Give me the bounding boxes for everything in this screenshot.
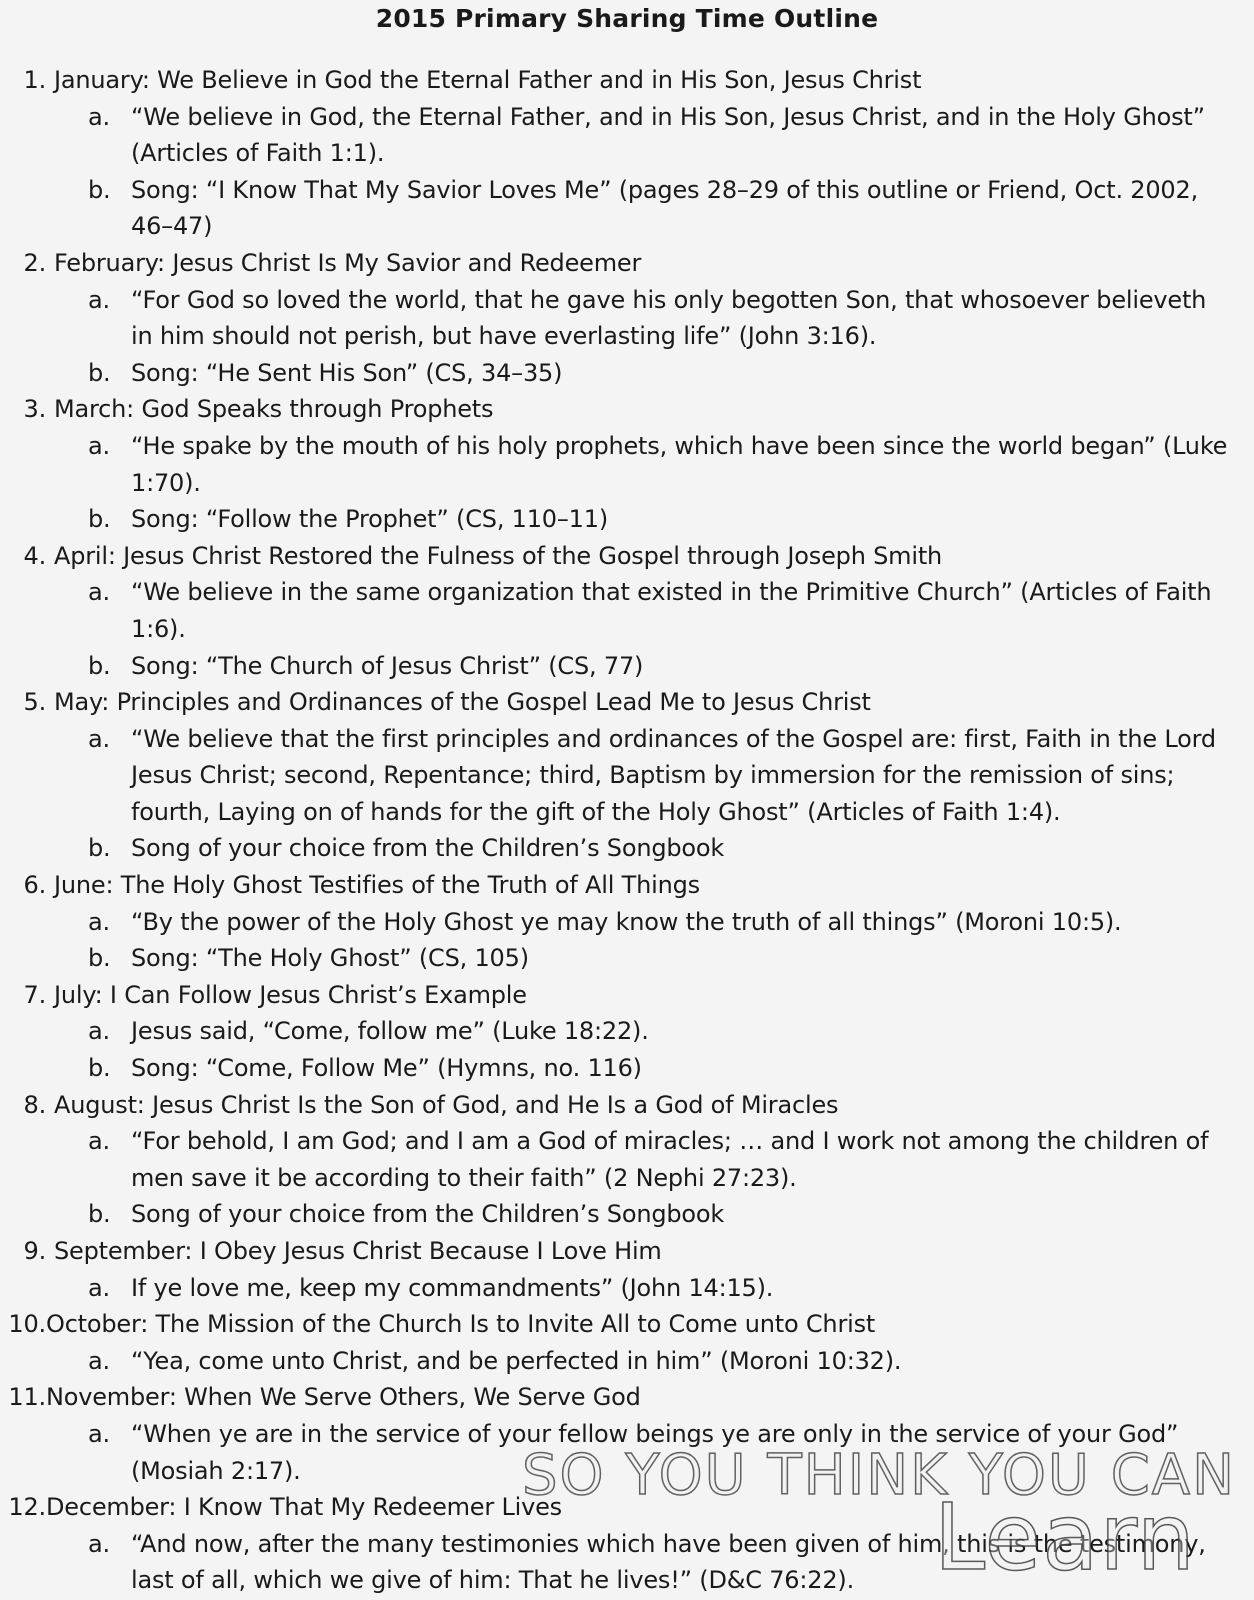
outline-heading-text: September: I Obey Jesus Christ Because I Love Him: [54, 1237, 662, 1265]
subitem-letter: a.: [88, 1419, 110, 1448]
subitem-letter: a.: [88, 1273, 110, 1302]
outline-subitem: [0, 1013, 1254, 1050]
outline-heading-text: June: The Holy Ghost Testifies of the Truth of All Things: [54, 871, 700, 900]
page-title: 2015 Primary Sharing Time Outline: [375, 4, 879, 33]
outline-heading: [0, 538, 1254, 575]
outline-subitem: [0, 99, 1254, 172]
outline-item: [0, 538, 1254, 684]
subitem-letter: b.: [88, 1200, 111, 1229]
outline-heading: [0, 1087, 1254, 1124]
outline-item: [0, 1306, 1254, 1379]
outline-heading: [0, 684, 1254, 721]
outline-heading: [0, 391, 1254, 428]
subitem-letter: b.: [88, 834, 111, 863]
outline-item: [0, 391, 1254, 537]
outline-heading-text: August: Jesus Christ Is the Son of God, and He Is a God of Miracles: [54, 1090, 839, 1119]
subitem-text: Song: “The Church of Jesus Christ” (CS, 77): [131, 651, 644, 680]
subitem-text: “And now, after the many testimonies which have been given of him, this is the testimony, last of all, which we give of him: That he lives!” (D&C 76:22).: [131, 1529, 1206, 1595]
subitem-letter: a.: [88, 1529, 110, 1558]
outline-number: 5.: [23, 688, 46, 717]
outline-number: 7.: [23, 980, 46, 1009]
subitem-text: Song of your choice from the Children’s Songbook: [131, 834, 725, 863]
subitem-letter: a.: [88, 907, 110, 936]
outline-number: 6.: [23, 871, 46, 900]
subitem-text: Song: “Follow the Prophet” (CS, 110–11): [131, 505, 608, 534]
outline-number: 1.: [23, 66, 46, 94]
outline-heading: [0, 1233, 1254, 1270]
outline-subitem: [0, 428, 1254, 501]
outline-number: 10.: [8, 1310, 46, 1339]
outline-subitem: [0, 172, 1254, 245]
subitem-letter: a.: [88, 724, 110, 753]
subitem-text: “We believe in God, the Eternal Father, and in His Son, Jesus Christ, and in the Holy Ghost” (Articles of Faith 1:1).: [131, 102, 1205, 168]
outline-heading-text: May: Principles and Ordinances of the Gospel Lead Me to Jesus Christ: [54, 688, 871, 717]
outline-heading-text: July: I Can Follow Jesus Christ’s Example: [54, 980, 527, 1009]
outline-heading-text: December: I Know That My Redeemer Lives: [46, 1493, 562, 1522]
subitem-text: “For God so loved the world, that he gave his only begotten Son, that whosoever believeth in him should not perish, but have everlasting life” (John 3:16).: [131, 285, 1207, 351]
outline-number: 2.: [23, 248, 46, 277]
outline-heading-text: February: Jesus Christ Is My Savior and Redeemer: [54, 248, 642, 277]
watermark-line-1: SO YOU THINK YOU CAN: [522, 1443, 1236, 1508]
subitem-text: Song: “Come, Follow Me” (Hymns, no. 116): [131, 1054, 642, 1083]
outline-subitem: [0, 574, 1254, 647]
subitem-text: Song: “The Holy Ghost” (CS, 105): [131, 944, 529, 973]
outline-subitem: [0, 940, 1254, 977]
subitem-letter: a.: [88, 1127, 110, 1156]
subitem-letter: b.: [88, 651, 111, 680]
outline-number: 3.: [23, 395, 46, 424]
outline-item: [0, 1233, 1254, 1306]
subitem-letter: a.: [88, 102, 110, 131]
outline-item: [0, 867, 1254, 977]
subitem-letter: a.: [88, 1017, 110, 1046]
subitem-letter: a.: [88, 578, 110, 607]
outline-number: 4.: [23, 541, 46, 570]
subitem-text: Song: “I Know That My Savior Loves Me” (pages 28–29 of this outline or Friend, Oct. 2002, 46–47): [131, 175, 1199, 241]
outline-number: 12.: [8, 1493, 46, 1522]
outline-number: 9.: [23, 1237, 46, 1265]
subitem-text: “We believe in the same organization that existed in the Primitive Church” (Articles of Faith 1:6).: [131, 578, 1212, 643]
subitem-text: Jesus said, “Come, follow me” (Luke 18:22).: [131, 1017, 649, 1046]
outline-item: [0, 1379, 1254, 1489]
outline-subitem: [0, 1526, 1254, 1599]
subitem-text: If ye love me, keep my commandments” (John 14:15).: [131, 1273, 774, 1302]
subitem-letter: b.: [88, 944, 111, 973]
outline-subitem: [0, 282, 1254, 355]
outline-heading-text: January: We Believe in God the Eternal Father and in His Son, Jesus Christ: [54, 66, 922, 94]
subitem-text: Song of your choice from the Children’s Songbook: [131, 1200, 725, 1229]
outline-subitem: [0, 904, 1254, 941]
outline-heading: [0, 62, 1254, 99]
outline-heading: [0, 1306, 1254, 1343]
subitem-text: “For behold, I am God; and I am a God of miracles; … and I work not among the children of men save it be according to their faith” (2 Nephi 27:23).: [131, 1127, 1209, 1192]
outline-number: 8.: [23, 1090, 46, 1119]
outline-subitem: [0, 1123, 1254, 1196]
outline-heading: [0, 1489, 1254, 1526]
outline-item: [0, 1087, 1254, 1233]
outline-subitem: [0, 501, 1254, 538]
outline-number: 11.: [8, 1383, 46, 1412]
outline-subitem: [0, 355, 1254, 392]
outline-heading-text: November: When We Serve Others, We Serve God: [46, 1383, 641, 1412]
outline-item: [0, 245, 1254, 391]
subitem-text: “He spake by the mouth of his holy prophets, which have been since the world began” (Luke 1:70).: [131, 431, 1228, 497]
outline-subitem: [0, 1270, 1254, 1307]
outline-item: [0, 62, 1254, 245]
outline-subitem: [0, 1416, 1254, 1489]
subitem-text: “We believe that the first principles and ordinances of the Gospel are: first, Faith in the Lord Jesus Christ; second, Repentance; third, Baptism by immersion for the remission of sins; fourth, Laying on of hands for the gift of the Holy Ghost” (Articles of Faith 1:4).: [131, 724, 1216, 826]
subitem-text: Song: “He Sent His Son” (CS, 34–35): [131, 358, 563, 387]
subitem-letter: a.: [88, 1346, 110, 1375]
outline-subitem: [0, 830, 1254, 867]
outline-item: [0, 1484, 1254, 1599]
outline-subitem: [0, 1196, 1254, 1233]
outline-list: [0, 62, 1254, 1599]
subitem-text: “Yea, come unto Christ, and be perfected in him” (Moroni 10:32).: [131, 1346, 902, 1375]
subitem-letter: b.: [88, 505, 111, 534]
outline-subitem: [0, 1343, 1254, 1380]
outline-item: [0, 977, 1254, 1087]
outline-heading-text: March: God Speaks through Prophets: [54, 395, 494, 424]
subitem-letter: b.: [88, 358, 111, 387]
watermark-line-2: Learn: [933, 1484, 1196, 1591]
subitem-letter: a.: [88, 431, 110, 460]
outline-subitem: [0, 648, 1254, 685]
subitem-text: “By the power of the Holy Ghost ye may know the truth of all things” (Moroni 10:5).: [131, 907, 1122, 936]
outline-heading: [0, 977, 1254, 1014]
subitem-letter: b.: [88, 1054, 111, 1083]
outline-heading: [0, 867, 1254, 904]
outline-heading: [0, 1379, 1254, 1416]
outline-heading-text: October: The Mission of the Church Is to Invite All to Come unto Christ: [46, 1310, 876, 1339]
outline-heading-text: April: Jesus Christ Restored the Fulness of the Gospel through Joseph Smith: [54, 541, 943, 570]
outline-subitem: [0, 721, 1254, 831]
subitem-letter: a.: [88, 285, 110, 314]
outline-item: [0, 684, 1254, 867]
outline-subitem: [0, 1050, 1254, 1087]
subitem-letter: b.: [88, 175, 111, 204]
subitem-text: “When ye are in the service of your fellow beings ye are only in the service of your God” (Mosiah 2:17).: [131, 1419, 1179, 1485]
outline-heading: [0, 245, 1254, 282]
